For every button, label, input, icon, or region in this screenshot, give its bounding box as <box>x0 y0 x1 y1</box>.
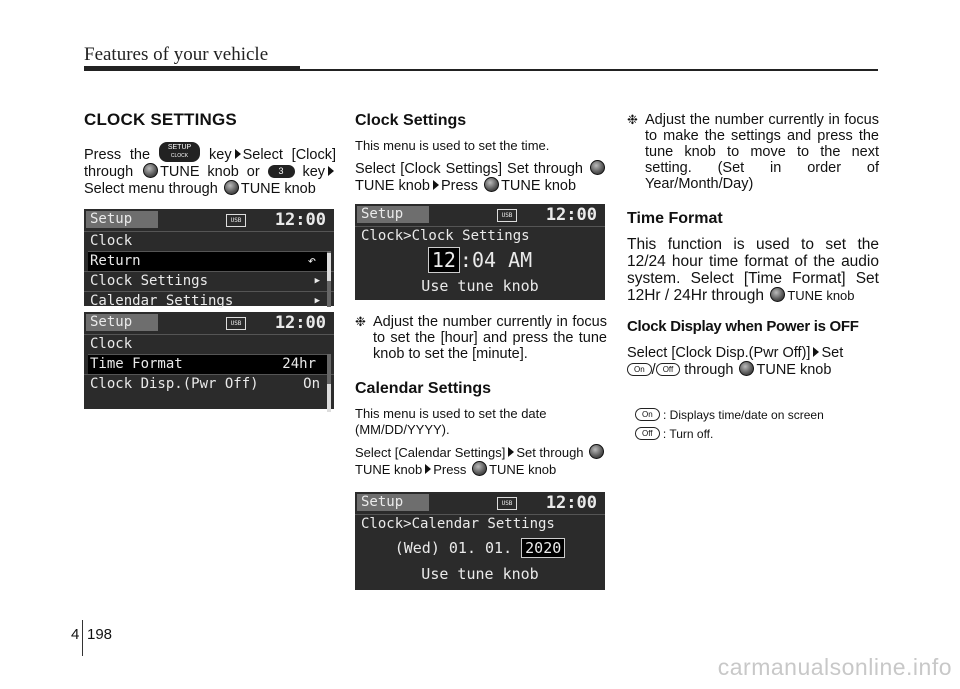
tune-knob-icon <box>143 163 158 178</box>
setup-tab: Setup <box>86 314 158 331</box>
minute-ampm: :04 AM <box>459 248 533 272</box>
screen-header <box>355 492 605 514</box>
row-label: Calendar Settings <box>90 293 234 309</box>
screen-time: 12:00 <box>545 205 597 225</box>
year-field[interactable]: 2020 <box>521 538 565 558</box>
clock-settings-subheading: Clock Settings <box>355 112 467 129</box>
text: Select menu through <box>84 181 218 197</box>
clock-key-label: CLOCK <box>170 153 189 159</box>
text: Select [Clock Settings] Set through <box>355 161 583 177</box>
tune-knob-icon <box>770 287 785 302</box>
screen-hint: Use tune knob <box>421 565 539 583</box>
page-header-title: Features of your vehicle <box>84 44 269 65</box>
screen-time: 12:00 <box>274 210 326 230</box>
legend-on <box>635 408 879 422</box>
screen-time: 12:00 <box>545 493 597 513</box>
arrow-right-icon: ▶ <box>314 276 320 286</box>
clock-adjust-note <box>355 314 607 362</box>
text: TUNE knob <box>355 462 423 477</box>
setup-tab: Setup <box>357 494 429 511</box>
off-button-icon: Off <box>635 427 660 440</box>
screen-header <box>355 204 605 226</box>
calendar-intro: This menu is used to set the date (MM/DD/YYYY). <box>355 406 547 437</box>
text: key <box>209 147 232 163</box>
menu-row-time-format[interactable] <box>88 354 330 374</box>
row-label: Clock Disp.(Pwr Off) <box>90 376 259 392</box>
arrow-right-icon <box>508 447 514 457</box>
time-format-description <box>627 236 879 304</box>
text: Set <box>821 345 844 361</box>
page-number: 198 <box>87 626 113 643</box>
text: Select [Clock Disp.(Pwr Off)] <box>627 345 811 361</box>
tune-knob-icon <box>589 444 604 459</box>
text: Adjust the number currently in focus to make the settings and press the tune knob to move to the next setting. (Set in order of Year/Month/Day) <box>645 112 879 192</box>
clock-intro: This menu is used to set the time. <box>355 138 550 153</box>
date-edit-display <box>355 534 605 562</box>
on-off-legend <box>627 408 879 441</box>
calendar-select-instructions <box>355 444 607 478</box>
column-3 <box>627 108 879 446</box>
arrow-right-icon <box>328 166 334 176</box>
menu-row-return[interactable] <box>88 251 330 271</box>
screen-time: 12:00 <box>274 313 326 333</box>
setup-clock-format-screen <box>84 312 334 409</box>
text: TUNE knob or <box>160 164 260 180</box>
section-number: 4 <box>71 626 80 643</box>
date-value: (Wed) 01. 01. <box>394 539 513 557</box>
text: Select [Clock] <box>242 147 336 163</box>
text: : Turn off. <box>662 427 714 441</box>
text: TUNE knob <box>501 178 577 194</box>
clock-settings-heading: CLOCK SETTINGS <box>84 110 237 129</box>
arrow-right-icon <box>813 347 819 357</box>
tune-knob-icon <box>739 361 754 376</box>
number-3-key-icon: 3 <box>268 165 295 178</box>
screen-title: Clock>Clock Settings <box>355 226 605 246</box>
tune-knob-icon <box>590 160 605 175</box>
on-button-icon: On <box>635 408 660 421</box>
setup-key-label: SETUP <box>167 144 192 151</box>
legend-off <box>635 427 879 441</box>
text: TUNE knob <box>355 178 430 194</box>
clock-select-instructions <box>355 160 607 194</box>
setup-tab: Setup <box>357 206 429 223</box>
setup-clock-key-icon <box>159 142 200 162</box>
clock-instructions <box>84 142 336 197</box>
text: This function is used to set the 12/24 hour time format of the audio system. Select [Time Format] Set 12Hr / 24Hr through <box>627 236 879 304</box>
text: TUNE knob <box>240 181 316 197</box>
arrow-right-icon <box>235 149 241 159</box>
text: TUNE knob <box>787 288 855 303</box>
menu-row-clock: Clock <box>84 334 334 354</box>
text: Press <box>433 462 467 477</box>
on-button-icon: On <box>627 363 652 376</box>
header-rule-thick <box>84 66 300 71</box>
column-2 <box>355 108 607 590</box>
tune-knob-icon <box>472 461 487 476</box>
usb-icon: USB <box>497 209 517 222</box>
clock-display-heading: Clock Display when Power is OFF <box>627 318 859 335</box>
text: TUNE knob <box>756 362 832 378</box>
text: / <box>651 362 656 378</box>
time-format-value: 24hr <box>282 356 316 372</box>
menu-row-clock-disp[interactable] <box>84 374 334 394</box>
calendar-settings-heading: Calendar Settings <box>355 380 492 397</box>
text: Set through <box>516 445 584 460</box>
row-label: Return <box>90 253 141 269</box>
text: Adjust the number currently in focus to set the [hour] and press the tune knob to set the [minute]. <box>373 314 607 362</box>
calendar-settings-screen <box>355 492 605 590</box>
menu-row-calendar-settings[interactable] <box>84 291 334 311</box>
watermark: carmanualsonline.info <box>717 654 952 680</box>
clock-settings-screen <box>355 204 605 300</box>
text: through <box>684 362 734 378</box>
note-mark-icon: ❉ <box>355 314 366 329</box>
menu-row-clock: Clock <box>84 231 334 251</box>
calendar-adjust-note <box>627 112 879 192</box>
header-rule-thin <box>300 69 878 71</box>
text: through <box>84 164 134 180</box>
screen-hint: Use tune knob <box>421 277 539 295</box>
setup-clock-screen <box>84 209 334 309</box>
usb-icon: USB <box>226 317 246 330</box>
text: Select [Calendar Settings] <box>355 445 506 460</box>
off-button-icon: Off <box>656 363 681 376</box>
text: Press <box>440 178 479 194</box>
screen-header <box>84 312 334 334</box>
column-1 <box>84 108 336 409</box>
usb-icon: USB <box>497 497 517 510</box>
row-label: Time Format <box>90 356 183 372</box>
row-label: Clock Settings <box>90 273 209 289</box>
menu-row-clock-settings[interactable] <box>84 271 334 291</box>
text: : Displays time/date on screen <box>663 408 824 422</box>
time-format-heading: Time Format <box>627 210 723 227</box>
hour-field[interactable]: 12 <box>428 247 460 273</box>
scrollbar-thumb[interactable] <box>327 384 331 412</box>
tune-knob-icon <box>224 180 239 195</box>
screen-header <box>84 209 334 231</box>
clock-display-instructions <box>627 345 879 378</box>
page-number-divider <box>82 620 83 656</box>
note-mark-icon: ❉ <box>627 112 638 127</box>
arrow-right-icon <box>425 464 431 474</box>
scrollbar-thumb[interactable] <box>327 253 331 281</box>
time-edit-display <box>355 246 605 274</box>
text: TUNE knob <box>489 462 557 477</box>
tune-knob-icon <box>484 177 499 192</box>
text: Press the <box>84 147 151 163</box>
return-icon: ↶ <box>307 253 316 269</box>
arrow-right-icon <box>433 180 439 190</box>
screen-title: Clock>Calendar Settings <box>355 514 605 534</box>
setup-tab: Setup <box>86 211 158 228</box>
text: key <box>302 164 326 180</box>
clock-disp-value: On <box>303 376 320 392</box>
arrow-right-icon: ▶ <box>314 296 320 306</box>
usb-icon: USB <box>226 214 246 227</box>
